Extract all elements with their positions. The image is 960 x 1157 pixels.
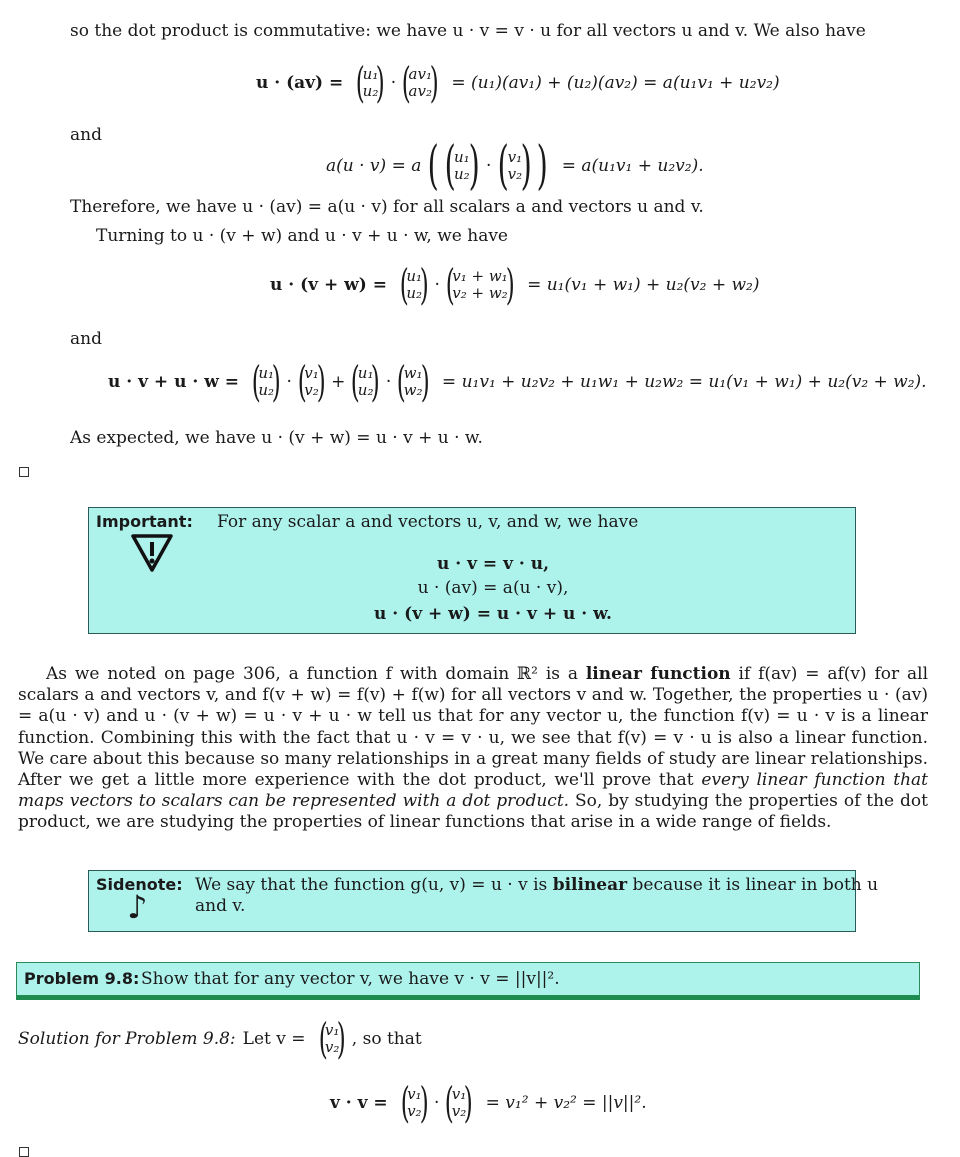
sidenote-box [88, 870, 879, 932]
eq2-vector-v: ( v₁ v₂ ) [497, 136, 532, 196]
important-eq2: u · (av) = a(u · v), [417, 578, 569, 598]
eq3-lhs: u · (v + w) = [270, 275, 387, 295]
equation-uv-plus-uw: u · v + u · w = ( u₁ u₂ ) · ( v₁ v₂ ) + ( u₁ u₂ ) · ( w₁ w₂ ) = u₁v₁ + u₂v₂ + u₁w₁ + u₂w₂ = u₁(v₁ + w₁) + u₂(v₂ + w₂). [108, 357, 927, 406]
eq2-outer: ( ( u₁ u₂ ) · ( v₁ v₂ ) ) [427, 136, 549, 196]
eq1-vector-av: ( av₁ av₂ ) [401, 58, 439, 107]
equation-v-dot-v: v · v = ( v₁ v₂ ) · ( v₁ v₂ ) = v₁² + v₂² = ||v||². [330, 1078, 647, 1127]
eq3-vector-v-plus-w: ( v₁ + w₁ v₂ + w₂ ) [445, 260, 515, 309]
and-2: and [70, 329, 102, 349]
important-eq1: u · v = v · u, [437, 554, 549, 574]
qed-square-icon [19, 467, 29, 477]
problem-box [16, 962, 920, 1000]
eq1-vector-u: ( u₁ u₂ ) [355, 58, 386, 107]
equation-u-dot-av [256, 58, 780, 107]
solution-line: Solution for Problem 9.8: Let v = ( v₁ v₂ ) , so that [18, 1014, 422, 1063]
sidenote-label: Sidenote: [96, 875, 183, 894]
eq5-rhs: = v₁² + v₂² = ||v||². [485, 1093, 647, 1113]
important-text: For any scalar a and vectors u, v, and w, we have [217, 512, 639, 532]
therefore-line: Therefore, we have u · (av) = a(u · v) for all scalars a and vectors u and v. [70, 197, 704, 217]
eq5-lhs: v · v = [330, 1093, 388, 1113]
important-box [88, 507, 856, 634]
qed-square-icon-2 [19, 1147, 29, 1157]
eq4-rhs: = u₁v₁ + u₂v₂ + u₁w₁ + u₂w₂ = u₁(v₁ + w₁) + u₂(v₂ + w₂). [441, 372, 927, 392]
eq3-vector-u: ( u₁ u₂ ) [399, 260, 429, 309]
eq3-rhs: = u₁(v₁ + w₁) + u₂(v₂ + w₂) [527, 275, 760, 295]
eq2-vector-u: ( u₁ u₂ ) [444, 136, 480, 196]
problem-text: Show that for any vector v, we have v · v = ||v||². [141, 969, 560, 989]
eq1-rhs: = (u₁)(av₁) + (u₂)(av₂) = a(u₁v₁ + u₂v₂) [451, 73, 780, 93]
equation-a-u-dot-v [326, 136, 704, 196]
sidenote-text: We say that the function g(u, v) = u · v is bilinear because it is linear in both u [195, 875, 879, 895]
turning-line: Turning to u · (v + w) and u · v + u · w, we have [96, 226, 508, 246]
equation-u-dot-v-plus-w: u · (v + w) = ( u₁ u₂ ) · ( v₁ + w₁ v₂ + w₂ ) = u₁(v₁ + w₁) + u₂(v₂ + w₂) [270, 260, 760, 309]
and-1: and [70, 125, 102, 145]
important-eq3: u · (v + w) = u · v + u · w. [374, 604, 612, 624]
intro-line: so the dot product is commutative: we have u · v = v · u for all vectors u and v. We also have [70, 21, 866, 41]
problem-label: Problem 9.8: [24, 969, 140, 988]
solution-vector-v: ( v₁ v₂ ) [318, 1014, 347, 1063]
important-label: Important: [96, 512, 193, 531]
eq2-lhs: a(u · v) = a [326, 156, 422, 176]
solution-label: Solution for Problem 9.8: [18, 1029, 236, 1049]
sidenote-text-2: and v. [195, 896, 246, 916]
music-note-icon: ♪ [127, 888, 148, 926]
expected-line: As expected, we have u · (v + w) = u · v + u · w. [70, 428, 483, 448]
linear-function-paragraph: As we noted on page 306, a function f with domain ℝ² is a linear function if f(av) = af(v) for all scalars a and vectors v, and f(v + w) = f(v) + f(w) for all vectors v and w. Together, the properties u · (av) = a(u · v) and u · (v + w) = u · v + u · w tell us that for any vector u, the function f(v) = u · v is a linear function. Combining this with the fact that u · v = v · u, we see that f(v) = v · u is also a linear function. We care about this because so many relationships in a great many fields of study are linear relationships. After we get a little more experience with the dot product, we'll prove that every linear function that maps vectors to scalars can be represented with a dot product. So, by studying the properties of the dot product, we are studying the properties of linear functions that arise in a wide range of fields. [18, 664, 929, 833]
eq1-dot: · [390, 73, 397, 93]
eq1-lhs: u · (av) = [256, 73, 344, 93]
eq4-lhs: u · v + u · w = [108, 372, 239, 392]
eq2-rhs: = a(u₁v₁ + u₂v₂). [561, 156, 704, 176]
